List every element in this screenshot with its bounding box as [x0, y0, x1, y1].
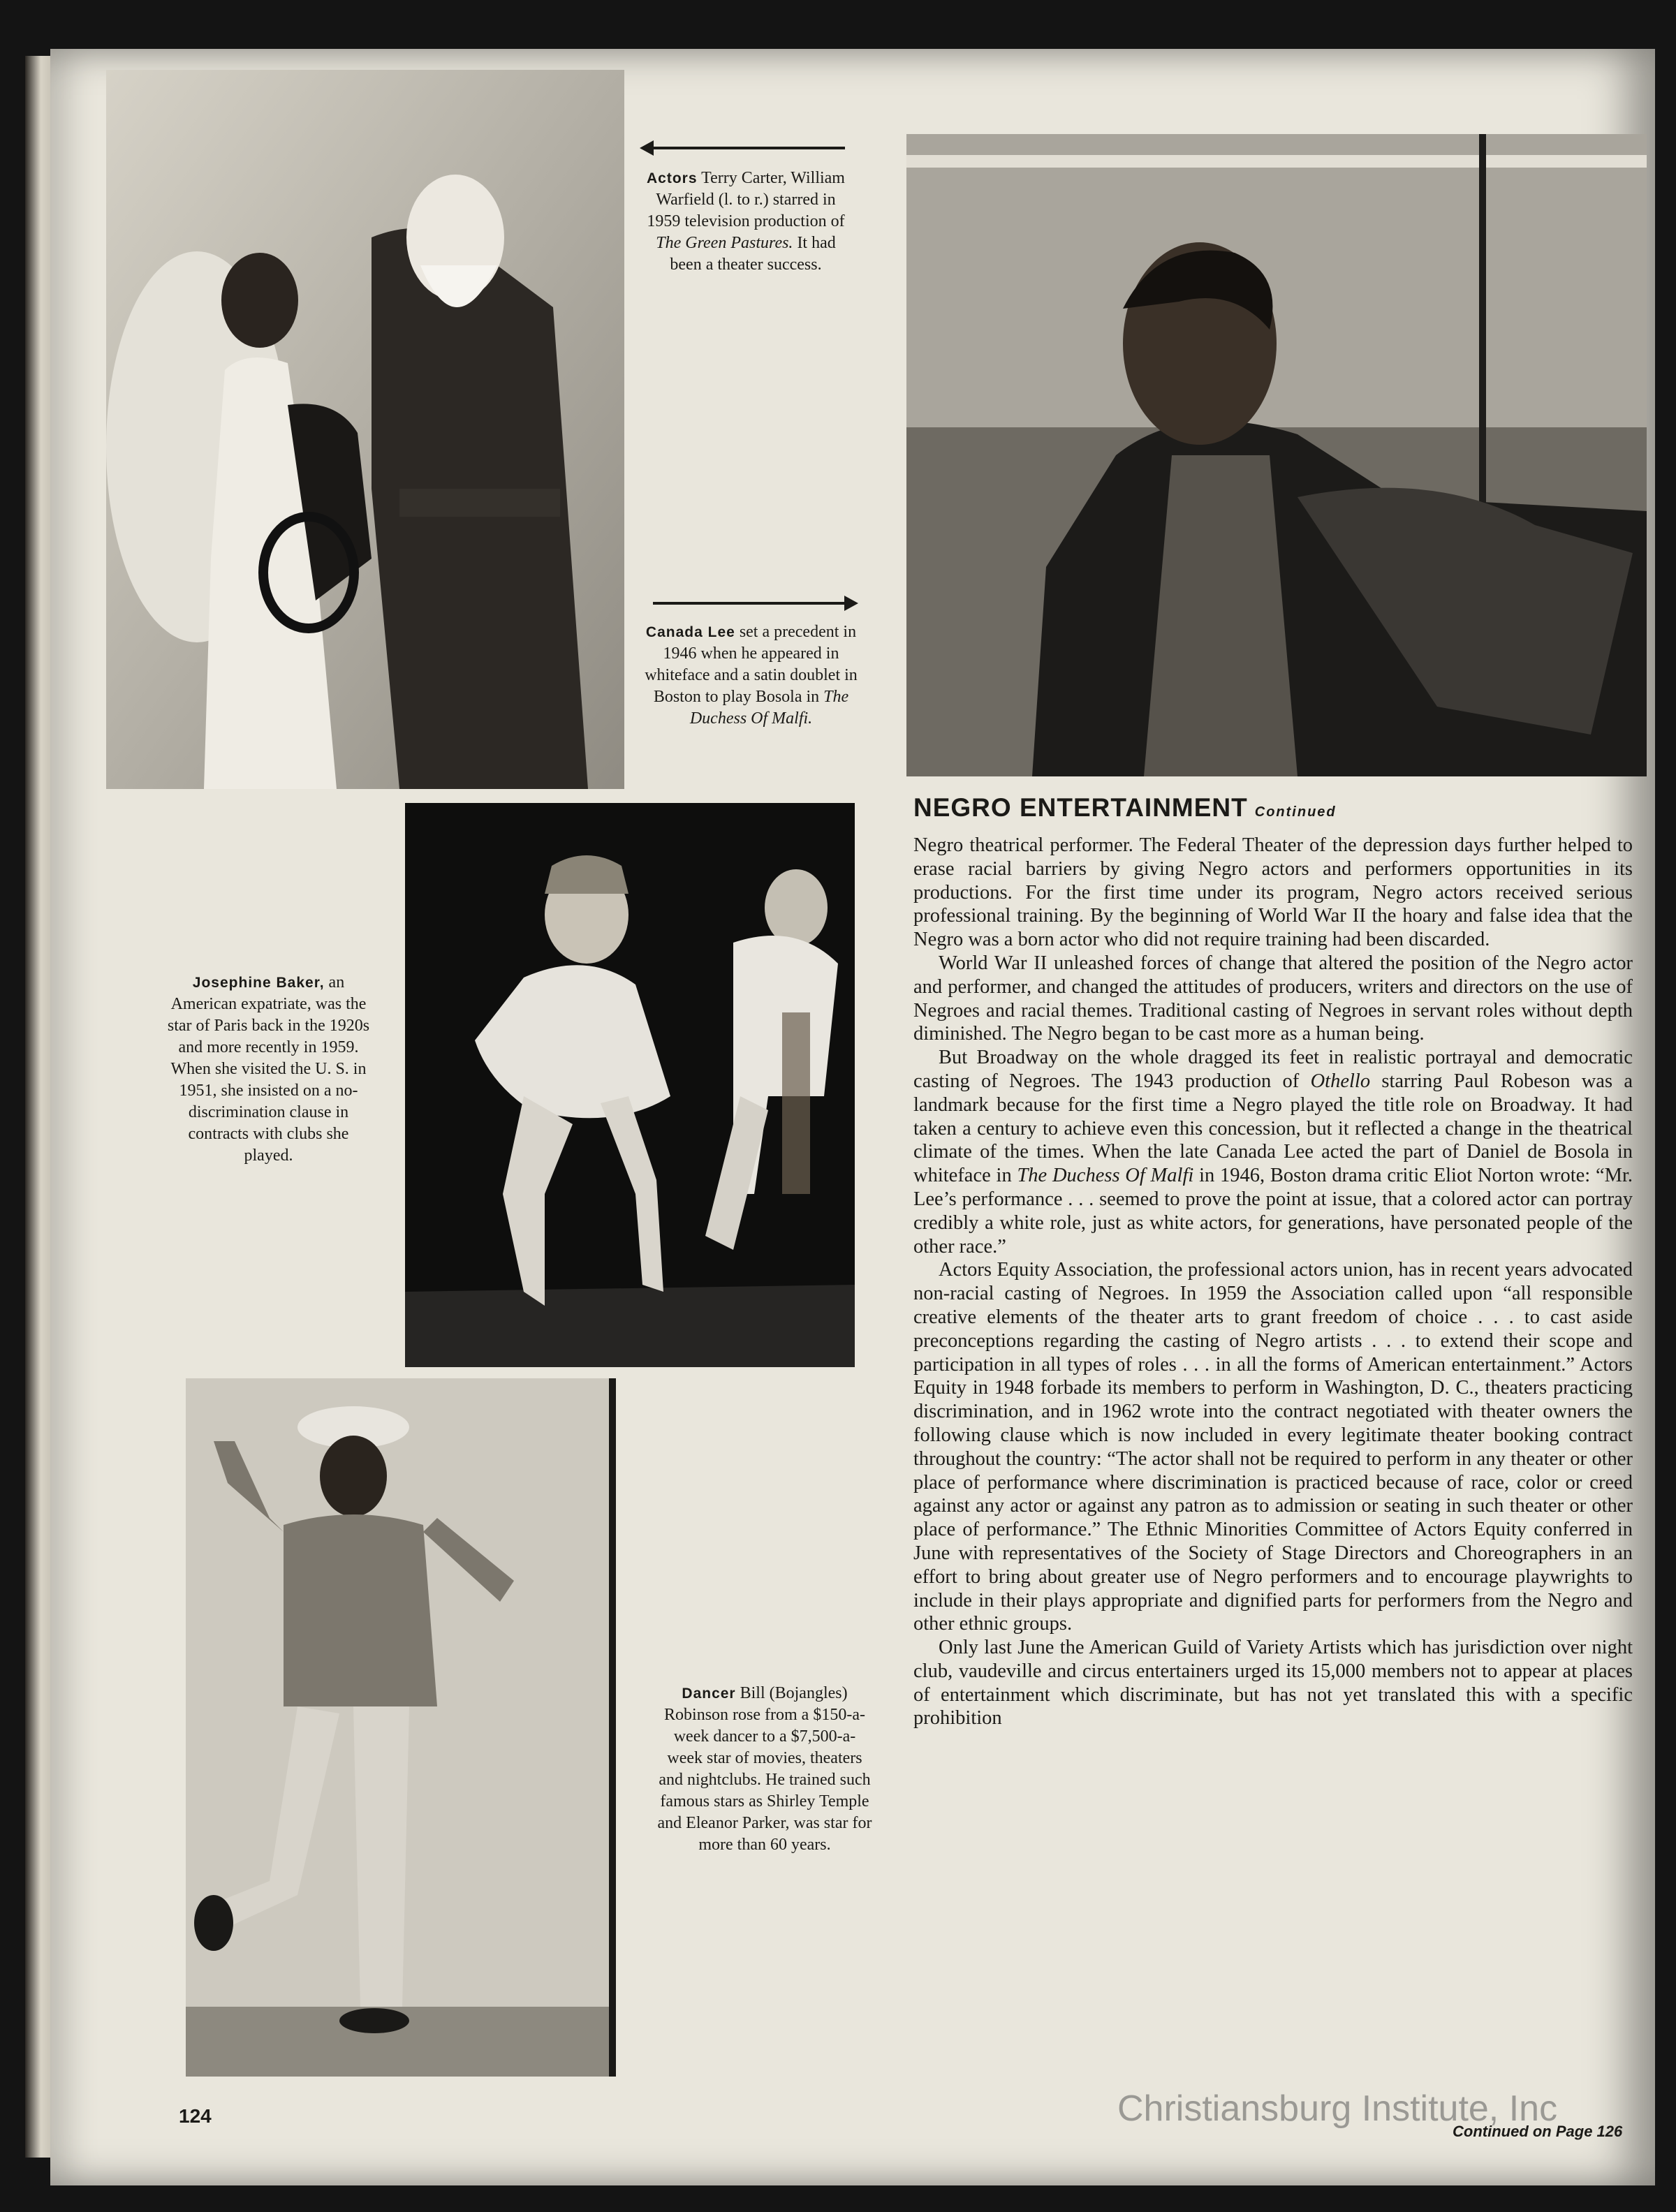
article-paragraph: But Broadway on the whole dragged its feet in realistic portrayal and democratic casting of Negroes. The 1943 production of Othello starring Paul Robeson was a landmark because for the first time a Negro played the title role on Broadway. It had taken a century to achieve even this concession, but it reflected a change in the theatrical climate of the times. When the late Canada Lee acted the part of Daniel de Bosola in whiteface in The Duchess Of Malfi in 1946, Boston drama critic Eliot Norton wrote: “Mr. Lee’s performance . . . seemed to prove the point at issue, that a colored actor can portray credibly a white role, just as white actors, for generations, have personated people of the other race.”	[913, 1047, 1633, 1258]
continued-note: Continued on Page 126	[1453, 2123, 1623, 2140]
article-body	[913, 834, 1633, 1730]
article-paragraph: Actors Equity Association, the professional actors union, has in recent years advocated non-racial casting of Negroes. In 1959 the Association called upon “all responsible creative elements of the theater arts to grant freedom of choice . . . to cast aside preconceptions regarding the casting of Negro artists . . . to extend their scope and participation in all types of roles . . . in all the forms of American entertainment.” Actors Equity in 1948 forbade its members to perform in Washington, D. C., theaters practicing discrimination, and in 1962 wrote into the contract negotiated with theater owners the following clause which is now included in every legitimate theater booking contract throughout the country: “The actor shall not be required to perform in any theater or other place of performance where discrimination is practiced because of race, color or creed against any actor or against any patron as to admission or seating in such theater or other place of performance.” The Ethnic Minorities Committee of Actors Equity conferred in June with representatives of the Society of Stage Directors and Choreographers in an effort to bring about greater use of Negro performers and to encourage playwrights to include in their plays appropriate and dignified parts for performers from the Negro and other ethnic groups.	[913, 1259, 1633, 1635]
photo-josephine-baker	[405, 803, 855, 1367]
caption-carter-warfield: Actors Terry Carter, William Warfield (l. to r.) starred in 1959 television production of The Green Pastures. It had been a theater success.	[647, 169, 845, 274]
photo-carter-warfield	[106, 70, 624, 789]
caption-canada-lee: Canada Lee set a precedent in 1946 when he appeared in whiteface and a satin doublet in Boston to play Bosola in The Duchess Of Malfi.	[645, 623, 858, 728]
article-paragraph: Only last June the American Guild of Variety Artists which has jurisdiction over night club, vaudeville and circus entertainers urged its 15,000 members not to appear at places of entertainment which discriminate, but has not yet translated this with a specific prohibition	[913, 1637, 1633, 1730]
article-paragraph: World War II unleashed forces of change that altered the position of the Negro actor and performer, and changed the attitudes of producers, writers and directors on the use of Negroes and racial themes. Traditional casting of Negroes in servant roles without depth diminished. The Negro began to be cast more as a human being.	[913, 952, 1633, 1045]
photo-canada-lee	[906, 134, 1647, 776]
article-headline: NEGRO ENTERTAINMENT Continued	[913, 793, 1337, 822]
caption-josephine-baker: Josephine Baker, an American expatriate, was the star of Paris back in the 1920s and more recently in 1959. When she visited the U. S. in 1951, she insisted on a no-discrimination clause in contracts with clubs she played.	[167, 973, 370, 1165]
caption-bill-robinson: Dancer Bill (Bojangles) Robinson rose from a $150-a-week dancer to a $7,500-a-week star of movies, theaters and nightclubs. He trained such famous stars as Shirley Temple and Eleanor Parker, was star for more than 60 years.	[657, 1684, 872, 1854]
photo-bill-robinson	[186, 1378, 616, 2077]
caption-arrow-left	[649, 147, 845, 149]
article-paragraph: Negro theatrical performer. The Federal Theater of the depression days further helped to erase racial barriers by giving Negro actors and performers opportunities in its productions. For the first time under its program, Negro actors received serious professional training. By the beginning of World War II the hoary and false idea that the Negro was a born actor who did not require training had been discarded.	[913, 834, 1633, 951]
caption-arrow-right	[653, 602, 848, 605]
page-number: 124	[179, 2105, 212, 2127]
watermark-text: Christiansburg Institute, Inc	[1117, 2088, 1558, 2129]
